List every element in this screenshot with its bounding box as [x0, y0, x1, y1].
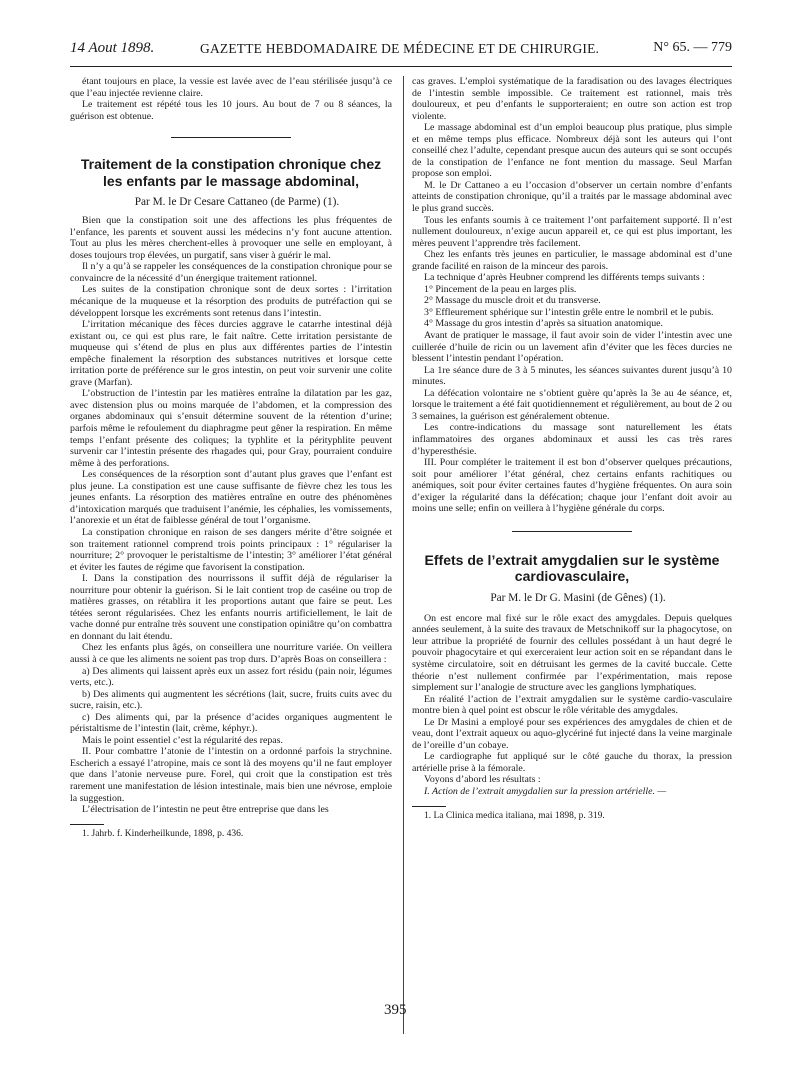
list-item: 3° Effleurement sphérique sur l’intestin grêle entre le nombril et le pubis. [424, 306, 714, 318]
left-column [70, 76, 392, 840]
body-paragraph: III. Pour compléter le traitement il est bon d’observer quelques précautions, soit pour améliorer l’état général, chez certains enfants rachitiques ou anémiques, soit pour éviter certaines fautes d’hygiène fréquentes. On aura soin d’exiger la régularité dans la défécation; chaque jour l’enfant doit avoir au moins une selle; enfin on veillera à l’hygiène générale du corps. [412, 457, 732, 515]
body-paragraph: Chez les enfants très jeunes en particulier, le massage abdominal est d’une grande facilité en raison de la minceur des parois. [412, 249, 732, 272]
body-paragraph: Les conséquences de la résorption sont d’autant plus graves que l’enfant est plus jeune. La constipation est une cause suffisante de fièvre chez les tous les jeunes enfants. La résorption des matières entraîne en outre des phénomènes d’intoxication marqués que traduisent l’anémie, les céphalies, les vomissements, l’anorexie et un état de faiblesse général de tout l’organisme. [70, 469, 392, 527]
header-date: 14 Aout 1898. [70, 40, 155, 56]
footnote-rule [70, 824, 104, 825]
page-folio: 395 [384, 1002, 407, 1018]
body-paragraph: Le Dr Masini a employé pour ses expériences des amygdales de chien et de veau, dont l’extrait aqueux ou aquo-glycériné fut injecté dans la veine marginale de l’oreille d’un cobaye. [412, 716, 732, 751]
list-item: 4° Massage du gros intestin d’après sa situation anatomique. [424, 318, 663, 330]
intro-paragraph: Le traitement est répété tous les 10 jours. Au bout de 7 ou 8 séances, la guérison est obtenue. [70, 99, 392, 122]
list-item: 1° Pincement de la peau en larges plis. [424, 283, 577, 295]
body-paragraph: Tous les enfants soumis à ce traitement l’ont parfaitement supporté. Il n’est nullement douloureux, n’exige aucun appareil et, ce qui est plus important, les mères peuvent l’apprendre très facilement. [412, 214, 732, 249]
article-title-constipation: Traitement de la constipation chronique chez les enfants par le massage abdominal, [80, 156, 382, 189]
column-divider [403, 76, 404, 1034]
issue-page-number: N° 65. — 779 [653, 40, 732, 55]
section-separator [512, 531, 632, 532]
body-paragraph: La technique d’après Heubner comprend les différents temps suivants : [424, 272, 705, 284]
body-paragraph: Le massage abdominal est d’un emploi beaucoup plus pratique, plus simple et en même temps plus efficace. Nombreux déjà sont les auteurs qui l’ont conseillé chez l’adulte, cependant presque aucun des auteurs qui se sont occupés de la constipation de l’enfance ne font mention du massage. Seul Marfan propose son emploi. [412, 122, 732, 180]
body-paragraph: M. le Dr Cattaneo a eu l’occasion d’observer un certain nombre d’enfants atteints de constipation chronique, qu’il a traités par le massage abdominal avec le plus grand succès. [412, 179, 732, 215]
body-paragraph: I. Action de l’extrait amygdalien sur la pression artérielle. — [424, 785, 667, 797]
body-paragraph: Le cardiographe fut appliqué sur le côté gauche du thorax, la pression artérielle prise à la fémorale. [412, 751, 732, 774]
article-byline: Par M. le Dr G. Masini (de Gênes) (1). [490, 591, 666, 604]
footnote: 1. La Clinica medica italiana, mai 1898, p. 319. [424, 810, 605, 821]
header-rule [70, 66, 732, 67]
footnote-rule [412, 806, 446, 807]
body-paragraph: L’obstruction de l’intestin par les matières entraîne la dilatation par les gaz, avec distension plus ou moins marquée de l’abdomen, et la compression des organes abdominaux qui s’ensuit détermine souvent de la rétention d’urine; parfois même le refoulement du diaphragme peut gêner la respiration. En même temps l’enfant présente des coliques; la typhlite et la pérityphlite peuvent survenir car l’intestin présente des rhagades qui, pour Gray, pourraient conduire même à des perforations. [70, 388, 392, 469]
section-separator [171, 137, 291, 138]
body-paragraph: La constipation chronique en raison de ses dangers mérite d’être soignée et son traitement rationnel comprend trois points principaux : 1° régulariser la nourriture; 2° provoquer le peristaltisme de l’intestin; 3° améliorer l’état général et éviter les fautes de régime que favorisent la constipation. [70, 526, 392, 573]
journal-title: GAZETTE HEBDOMADAIRE DE MÉDECINE ET DE CHIRURGIE. [200, 41, 600, 56]
body-paragraph: cas graves. L’emploi systématique de la faradisation ou des lavages électriques de l’intestin semble impossible. Ce traitement est rationnel, mais très douloureux, et peu d’enfants le supporteraient; en outre son action est trop violente. [412, 76, 732, 122]
body-paragraph: La 1re séance dure de 3 à 5 minutes, les séances suivantes durent jusqu’à 10 minutes. [412, 364, 732, 388]
body-paragraph: L’irritation mécanique des fèces durcies aggrave le catarrhe intestinal déjà existant ou, ce qui est plus rare, le fait naître. Cette irritation persistante de muqueuse qui s’étend de plus en plus aux différentes parties de l’intestin empêche finalement la résorption des substances nutritives et lorsque cette irritation porte de préférence sur le gros intestin, on peut voir survenir une colite grave (Marfan). [70, 319, 392, 388]
body-paragraph: La défécation volontaire ne s’obtient guère qu’après la 3e au 4e séance, et, lorsque le traitement a été fait quotidiennement et régulièrement, au bout de 2 ou 3 semaines, la guérison est généralement obtenue. [412, 387, 732, 422]
body-paragraph: Les contre-indications du massage sont naturellement les états inflammatoires des organes abdominaux et aussi les cas très rares d’hyperesthésie. [412, 422, 732, 457]
body-paragraph: En réalité l’action de l’extrait amygdalien sur le système cardio-vasculaire montre bien à quel point est obscur le rôle véritable des amygdales. [412, 693, 732, 717]
article-title-amygdalien: Effets de l’extrait amygdalien sur le système cardiovasculaire, [424, 551, 720, 585]
article-byline: Par M. le Dr Cesare Cattaneo (de Parme) (1). [134, 196, 340, 209]
body-paragraph: Bien que la constipation soit une des affections les plus fréquentes de l’enfance, les parents et souvent aussi les médecins n’y font aucune attention. Tout au plus les mères cherchent-elles à provoquer une selle en employant, à doses toujours trop élevées, un purgatif, sans viser à guérir le mal. [70, 215, 392, 261]
body-paragraph: II. Pour combattre l’atonie de l’intestin on a ordonné parfois la strychnine. Escherich a essayé l’atropine, mais ce sont là des moyens qu’il ne faut employer que dans l’atonie nerveuse pure. Forel, qui croit que la constipation est très rarement une manifestation de lésion intestinale, mais bien une névrose, emploie la suggestion. [70, 746, 392, 804]
body-paragraph: Voyons d’abord les résultats : [424, 774, 541, 786]
body-paragraph: I. Dans la constipation des nourrissons il suffit déjà de régulariser la nourriture pour obtenir la guérison. Si le lait contient trop de caséine ou trop de matières grasses, on rétablira it les proportions autant que faire se peut. Les tétées seront régularisées. Chez les enfants nourris artificiellement, le lait de vache donné pur entraîne très souvent une constipation opiniâtre qu’on combattra en donnant du lait étendu. [70, 573, 392, 642]
body-paragraph: Chez les enfants plus âgés, on conseillera une nourriture variée. On veillera aussi à ce que les aliments ne soient pas trop durs. D’après Boas on conseillera : [70, 642, 392, 665]
list-item: a) Des aliments qui laissent après eux un assez fort résidu (pain noir, légumes verts, etc.). [70, 665, 392, 689]
body-paragraph: Mais le point essentiel c’est la régularité des repas. [82, 734, 283, 746]
list-item: 2° Massage du muscle droit et du transverse. [424, 295, 601, 307]
running-header [70, 40, 732, 62]
body-paragraph: L’électrisation de l’intestin ne peut être entreprise que dans les [82, 804, 329, 816]
body-paragraph: Les suites de la constipation chronique sont de deux sortes : l’irritation mécanique de la muqueuse et la résorption des produits de putréfaction qui se développent lorsque les excréments sont retenus dans l’intestin. [70, 284, 392, 319]
footnote: 1. Jahrb. f. Kinderheilkunde, 1898, p. 436. [82, 828, 244, 839]
list-item: c) Des aliments qui, par la présence d’acides organiques augmentent le péristaltisme de l’intestin (lait, crème, képhyr.). [70, 711, 392, 735]
body-paragraph: On est encore mal fixé sur le rôle exact des amygdales. Depuis quelques années seulement, à la suite des travaux de Metschnikoff sur la phagocytose, on leur attribue la propriété de fournir des cellules possédant à un haut degré le pouvoir phagocytaire et qui exerceraient leur action soit en se répandant dans le système circulatoire, soit en détruisant les germes de la cavité buccale. Cette théorie n’est nullement confirmée par l’expérimentation, mais repose simplement sur l’analogie de structure avec les ganglions lymphatiques. [412, 612, 732, 694]
intro-paragraph: étant toujours en place, la vessie est lavée avec de l’eau stérilisée jusqu’à ce que l’eau injectée revienne claire. [70, 76, 392, 99]
list-item: b) Des aliments qui augmentent les sécrétions (lait, sucre, fruits cuits avec du sucre, raisin, etc.). [70, 688, 392, 712]
right-column [412, 76, 732, 822]
body-paragraph: Il n’y a qu’à se rappeler les conséquences de la constipation chronique pour se convaincre de la nécessité d’un énergique traitement rationnel. [70, 261, 392, 284]
body-paragraph: Avant de pratiquer le massage, il faut avoir soin de vider l’intestin avec une cuillerée d’huile de ricin ou un lavement afin d’éviter que les fèces durcies ne blessent l’intestin pendant l’opération. [412, 330, 732, 365]
